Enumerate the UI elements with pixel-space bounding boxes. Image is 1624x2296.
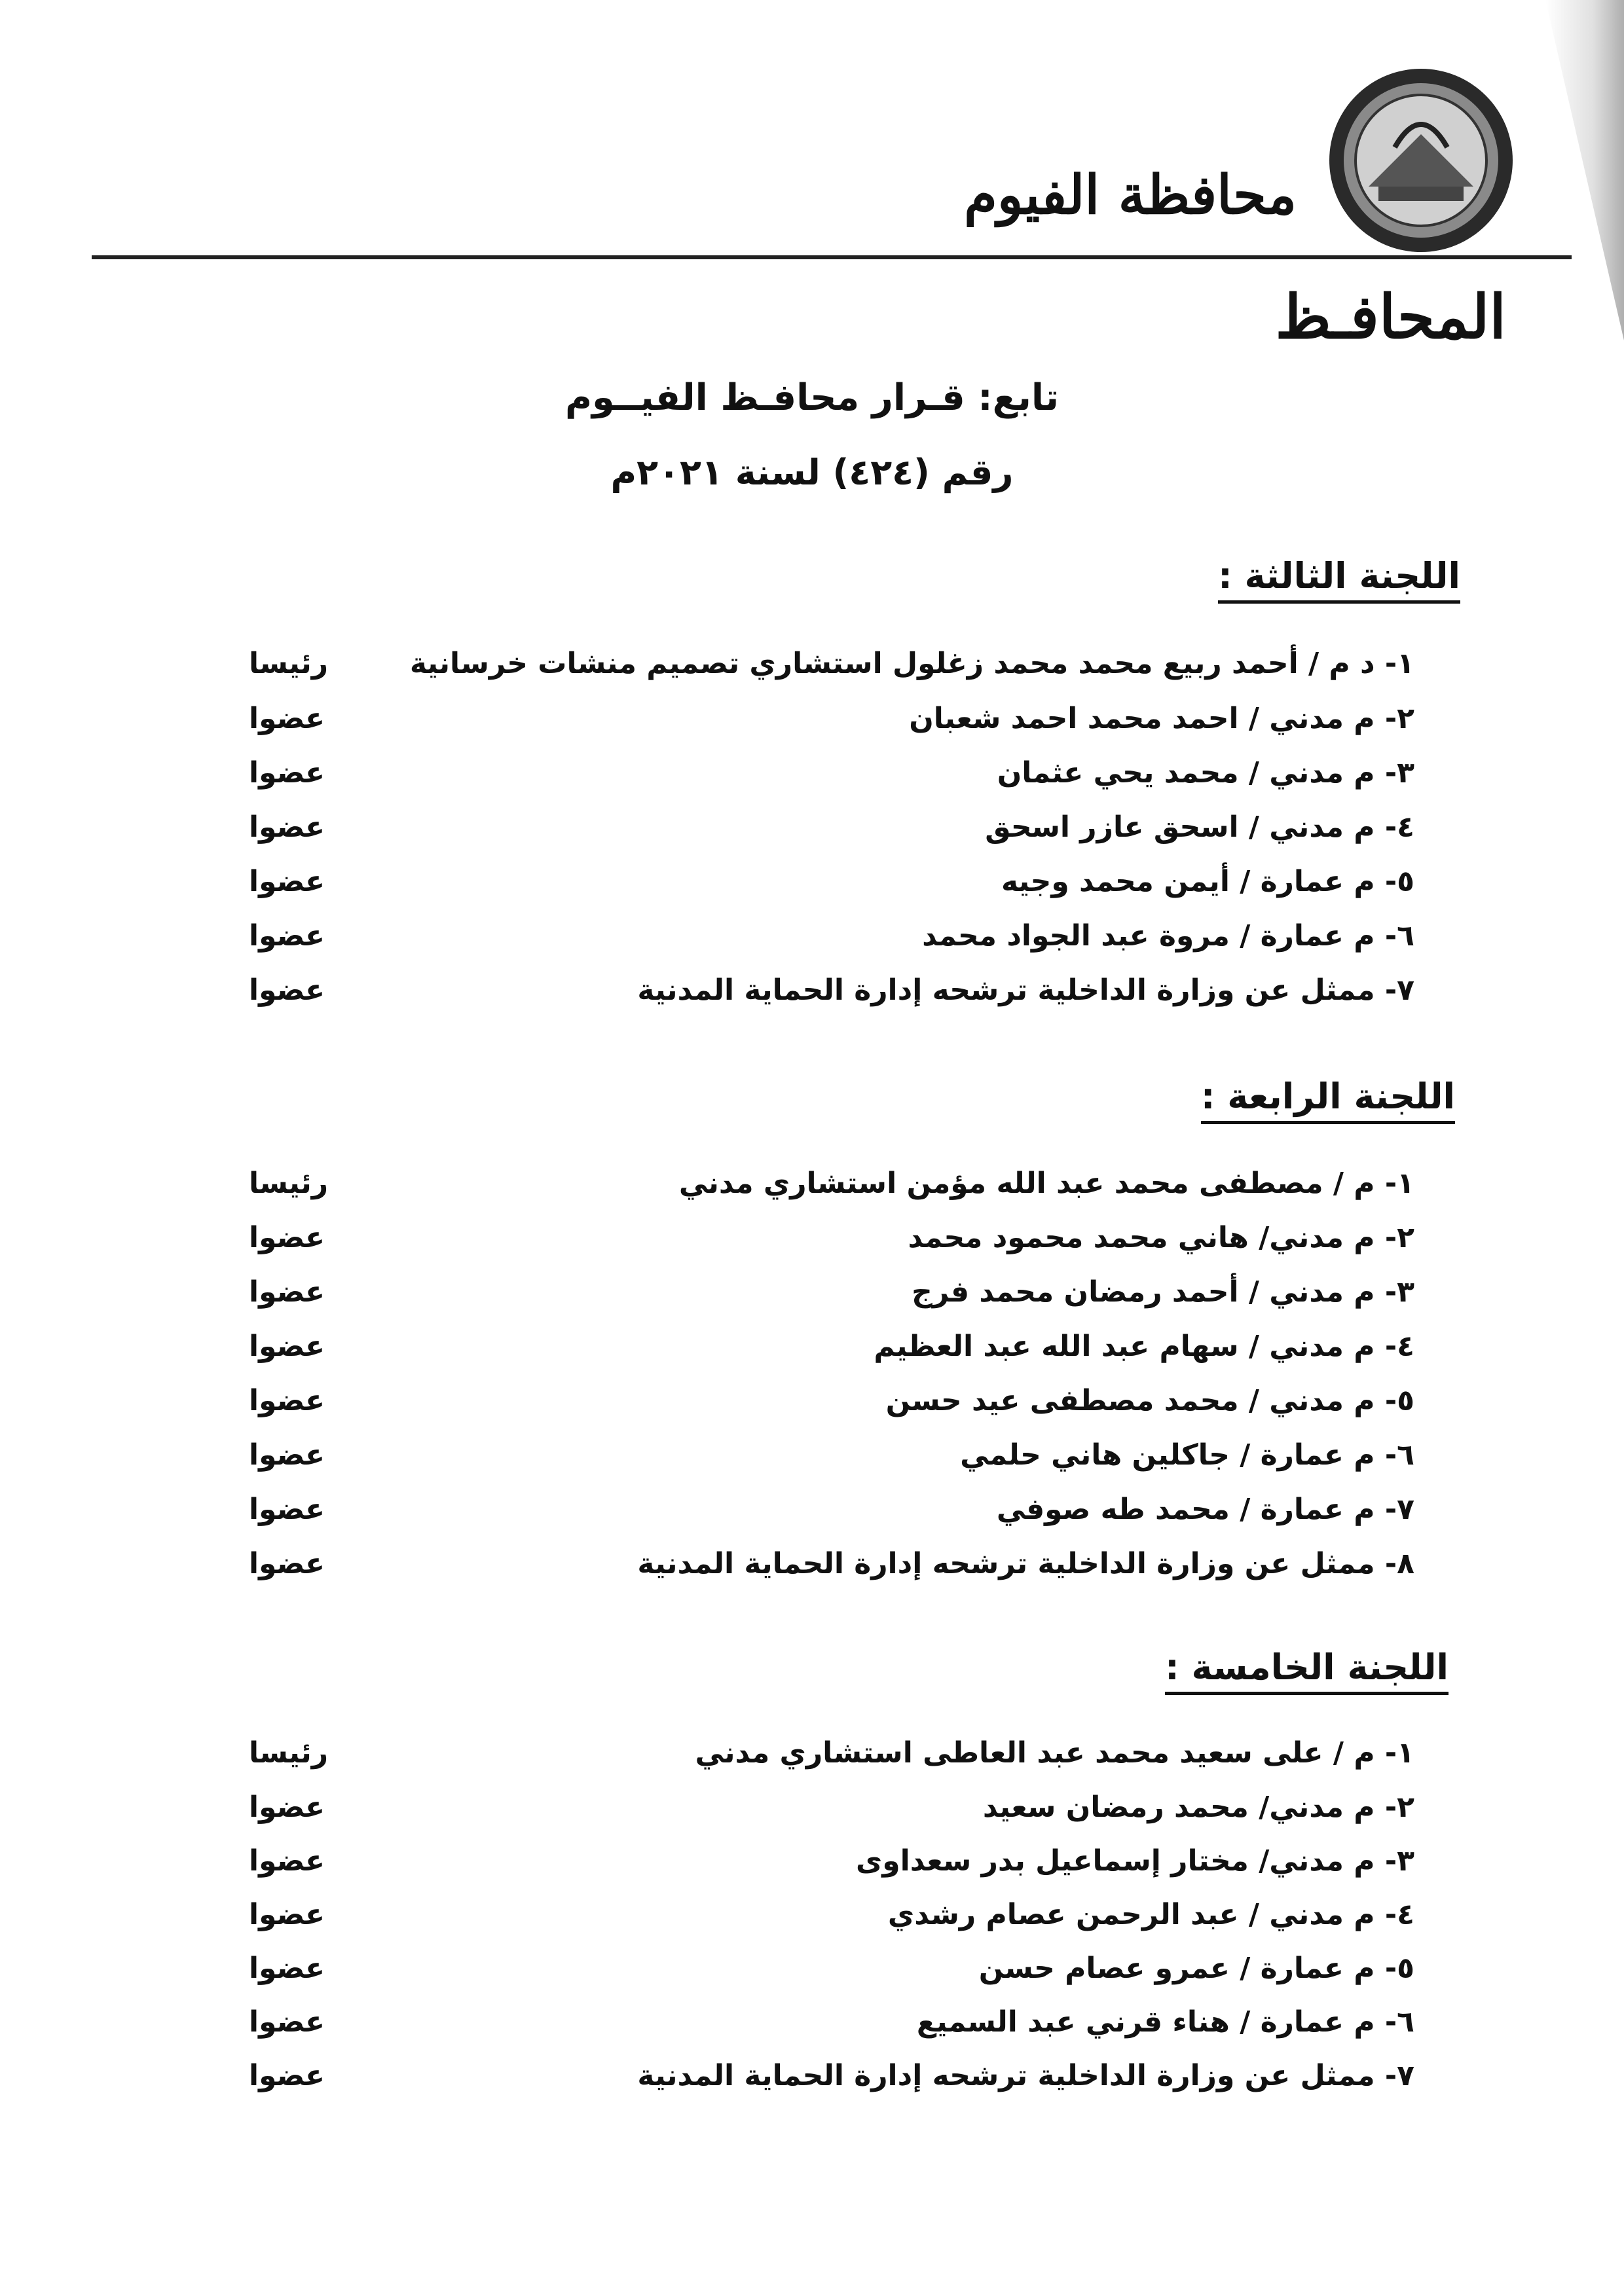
list-item — [249, 811, 1414, 863]
office-label: المحافـظ — [1275, 282, 1506, 352]
list-item — [249, 1330, 1414, 1382]
list-item — [249, 2005, 1414, 2058]
list-item — [249, 1384, 1414, 1436]
governorate-name: محافظة الفيوم — [964, 164, 1297, 227]
member-name: ٤- م مدني / عبد الرحمن عصام رشدي — [887, 1898, 1414, 1931]
member-name: ٥- م عمارة / عمرو عصام حسن — [978, 1952, 1414, 1985]
member-role: عضوا — [249, 974, 325, 1007]
member-role: عضوا — [249, 702, 325, 735]
header-divider — [92, 255, 1572, 259]
member-name: ٥- م مدني / محمد مصطفى عيد حسن — [885, 1384, 1414, 1417]
list-item — [249, 974, 1414, 1026]
member-name: ٢- م مدني/ هاني محمد محمود محمد — [908, 1221, 1414, 1254]
list-item — [249, 1438, 1414, 1491]
member-role: عضوا — [249, 1844, 325, 1878]
list-item — [249, 1791, 1414, 1843]
member-name: ٥- م عمارة / أيمن محمد وجيه — [1001, 865, 1414, 898]
member-role: رئيسا — [249, 1167, 329, 1200]
list-item — [249, 1275, 1414, 1328]
list-item — [249, 1221, 1414, 1273]
member-role: عضوا — [249, 1898, 325, 1931]
page-corner-fold — [1545, 0, 1624, 340]
member-name: ٤- م مدني / سهام عبد الله عبد العظيم — [874, 1330, 1414, 1363]
member-role: عضوا — [249, 919, 325, 953]
member-role: عضوا — [249, 2005, 325, 2039]
member-name: ٧- ممثل عن وزارة الداخلية ترشحه إدارة الحماية المدنية — [637, 974, 1414, 1007]
list-item — [249, 2059, 1414, 2111]
member-name: ٧- ممثل عن وزارة الداخلية ترشحه إدارة الحماية المدنية — [637, 2059, 1414, 2092]
member-role: عضوا — [249, 756, 325, 790]
list-item — [249, 919, 1414, 972]
decision-number: رقم (٤٢٤) لسنة ٢٠٢١م — [610, 452, 1014, 493]
member-name: ٢- م مدني/ محمد رمضان سعيد — [982, 1791, 1414, 1824]
committee-3-title: اللجنة الثالثة : — [1218, 555, 1460, 604]
list-item — [249, 702, 1414, 754]
member-name: ٢- م مدني / احمد محمد احمد شعبان — [909, 702, 1414, 735]
member-name: ٣- م مدني / محمد يحي عثمان — [997, 756, 1414, 790]
member-role: عضوا — [249, 1221, 325, 1254]
list-item — [249, 1736, 1414, 1789]
member-role: عضوا — [249, 1952, 325, 1985]
member-role: عضوا — [249, 2059, 325, 2092]
member-name: ٧- م عمارة / محمد طه صوفي — [996, 1493, 1414, 1526]
member-name: ٦- م عمارة / جاكلين هاني حلمي — [960, 1438, 1414, 1472]
list-item — [249, 1167, 1414, 1219]
member-role: عضوا — [249, 1275, 325, 1309]
member-role: رئيسا — [249, 1736, 329, 1770]
committee-4-title: اللجنة الرابعة : — [1201, 1076, 1455, 1124]
member-name: ٦- م عمارة / مروة عبد الجواد محمد — [922, 919, 1414, 953]
list-item — [249, 1844, 1414, 1897]
list-item — [249, 1952, 1414, 2004]
member-name: ٨- ممثل عن وزارة الداخلية ترشحه إدارة الحماية المدنية — [637, 1547, 1414, 1580]
member-role: عضوا — [249, 865, 325, 898]
list-item — [249, 756, 1414, 809]
member-role: عضوا — [249, 1791, 325, 1824]
member-role: عضوا — [249, 811, 325, 844]
list-item — [249, 1898, 1414, 1950]
member-role: عضوا — [249, 1493, 325, 1526]
list-item — [249, 865, 1414, 917]
member-role: عضوا — [249, 1384, 325, 1417]
list-item — [249, 647, 1414, 699]
member-role: رئيسا — [249, 647, 329, 680]
list-item — [249, 1547, 1414, 1599]
list-item — [249, 1493, 1414, 1545]
member-name: ١- م / على سعيد محمد عبد العاطى استشاري مدني — [695, 1736, 1414, 1770]
member-name: ١- م / مصطفى محمد عبد الله مؤمن استشاري مدني — [678, 1167, 1414, 1200]
member-role: عضوا — [249, 1438, 325, 1472]
member-name: ٦- م عمارة / هناء قرني عبد السميع — [916, 2005, 1414, 2039]
decision-title: تابع: قـرار محافـظ الفيــوم — [565, 376, 1059, 419]
member-name: ١- د م / أحمد ربيع محمد محمد زغلول استشاري تصميم منشات خرسانية — [409, 647, 1414, 680]
member-name: ٤- م مدني / اسحق عازر اسحق — [985, 811, 1414, 844]
committee-5-title: اللجنة الخامسة : — [1165, 1647, 1449, 1695]
member-name: ٣- م مدني/ مختار إسماعيل بدر سعداوى — [855, 1844, 1414, 1878]
governorate-seal-icon — [1323, 62, 1519, 259]
member-name: ٣- م مدني / أحمد رمضان محمد فرج — [912, 1275, 1414, 1309]
member-role: عضوا — [249, 1547, 325, 1580]
member-role: عضوا — [249, 1330, 325, 1363]
